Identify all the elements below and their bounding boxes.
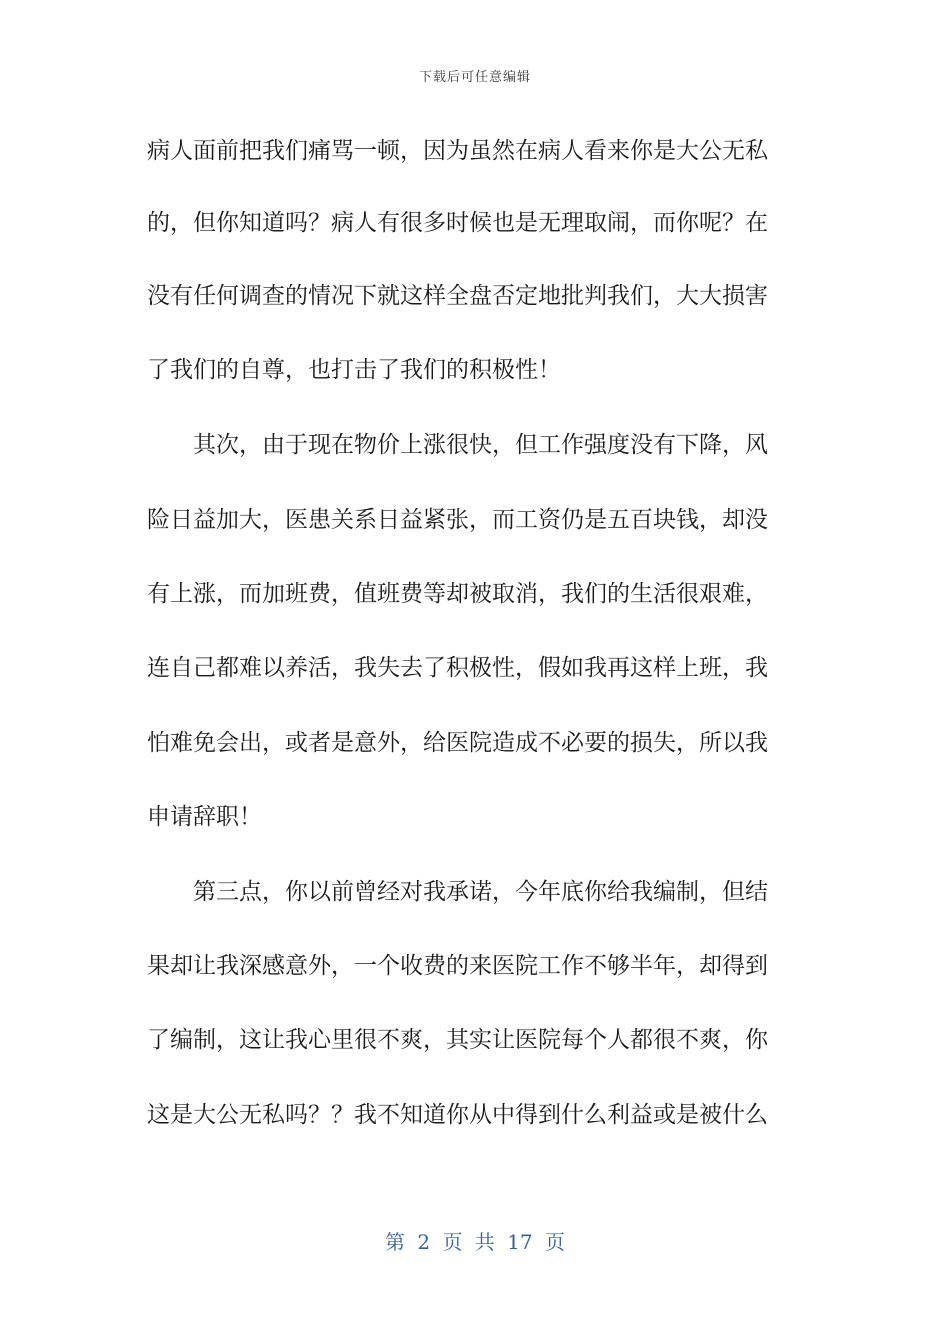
body-line-8: 连自己都难以养活，我失去了积极性，假如我再这样上班，我 bbox=[147, 655, 768, 681]
page-number-footer: 第 2 页 共 17 页 bbox=[385, 1230, 565, 1254]
body-line-13: 了编制，这让我心里很不爽，其实让医院每个人都很不爽，你 bbox=[147, 1027, 768, 1053]
body-line-11: 第三点，你以前曾经对我承诺，今年底你给我编制，但结 bbox=[147, 879, 768, 905]
body-line-7: 有上涨，而加班费，值班费等却被取消，我们的生活很艰难， bbox=[147, 581, 768, 607]
body-line-14: 这是大公无私吗？？我不知道你从中得到什么利益或是被什么 bbox=[147, 1102, 768, 1128]
body-line-1: 病人面前把我们痛骂一顿，因为虽然在病人看来你是大公无私 bbox=[147, 138, 768, 164]
body-line-4: 了我们的自尊，也打击了我们的积极性！ bbox=[147, 357, 561, 383]
body-line-12: 果却让我深感意外，一个收费的来医院工作不够半年，却得到 bbox=[147, 953, 768, 979]
body-line-5: 其次，由于现在物价上涨很快，但工作强度没有下降，风 bbox=[147, 432, 768, 458]
body-line-2: 的，但你知道吗？病人有很多时候也是无理取闹，而你呢？在 bbox=[147, 210, 768, 236]
body-line-3: 没有任何调查的情况下就这样全盘否定地批判我们，大大损害 bbox=[147, 283, 768, 309]
body-line-6: 险日益加大，医患关系日益紧张，而工资仍是五百块钱，却没 bbox=[147, 507, 768, 533]
body-line-9: 怕难免会出，或者是意外，给医院造成不必要的损失，所以我 bbox=[147, 730, 768, 756]
header-note: 下载后可任意编辑 bbox=[418, 70, 531, 85]
body-line-10: 申请辞职！ bbox=[147, 804, 262, 830]
